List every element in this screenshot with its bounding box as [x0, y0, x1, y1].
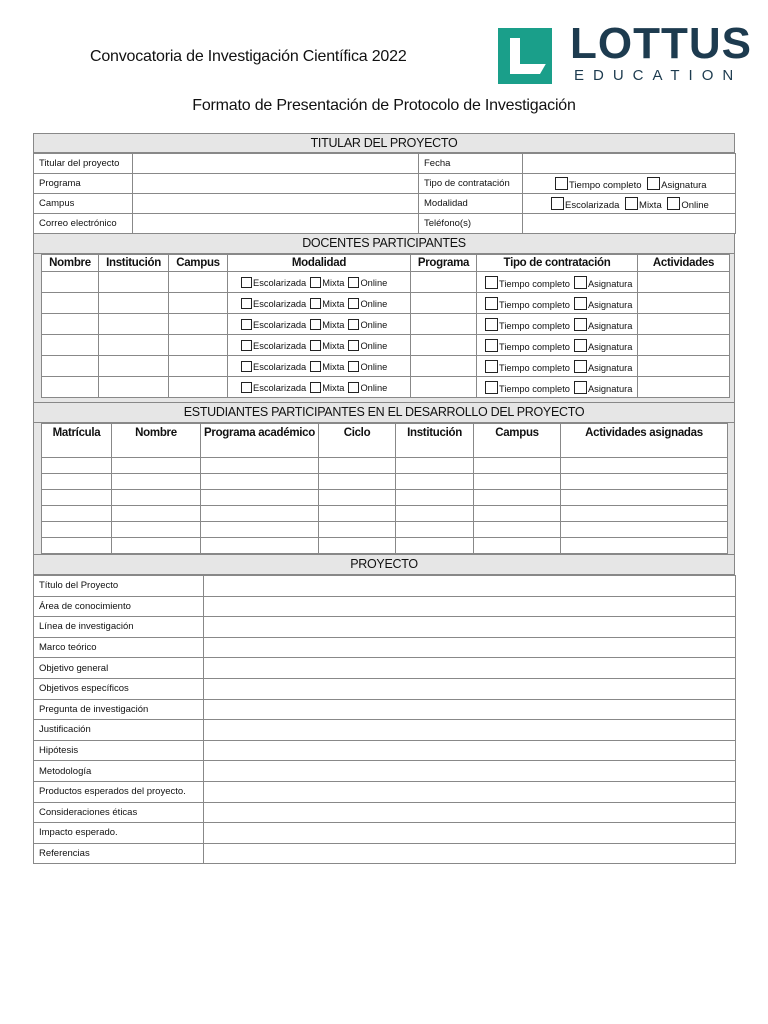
proyecto-field-input[interactable] [204, 596, 736, 617]
checkbox-asignatura[interactable] [574, 360, 587, 373]
campus-cell[interactable] [169, 356, 228, 377]
fecha-input[interactable] [523, 154, 736, 174]
modalidad-cell: Escolarizada Mixta Online [228, 335, 411, 356]
section-titular-header: TITULAR DEL PROYECTO [33, 133, 735, 153]
modalidad-cell: Escolarizada Mixta Online [228, 293, 411, 314]
institucion-cell[interactable] [99, 335, 169, 356]
modalidad-cell: Escolarizada Mixta Online [228, 356, 411, 377]
checkbox-mixta[interactable] [310, 361, 321, 372]
contratacion-cell: Tiempo completo Asignatura [477, 314, 638, 335]
campus-input[interactable] [133, 194, 419, 214]
proyecto-field-row [34, 761, 736, 782]
proyecto-field-input[interactable] [204, 678, 736, 699]
programa-cell[interactable] [411, 293, 477, 314]
checkbox-tiempo-completo[interactable] [485, 360, 498, 373]
estudiante-row [42, 522, 728, 538]
modalidad-cell: Escolarizada Mixta Online [228, 272, 411, 293]
actividades-cell[interactable] [561, 458, 728, 474]
programa-cell[interactable] [201, 490, 319, 506]
estudiante-row [42, 538, 728, 554]
institucion-cell[interactable] [396, 474, 474, 490]
col-campus: Campus [474, 424, 561, 458]
checkbox-asignatura[interactable] [647, 177, 660, 190]
form-subtitle: Formato de Presentación de Protocolo de Investigación [192, 97, 576, 114]
proyecto-field-input[interactable] [204, 823, 736, 844]
programa-cell[interactable] [201, 474, 319, 490]
proyecto-field-label: Justificación [34, 720, 204, 741]
actividades-cell[interactable] [638, 335, 730, 356]
checkbox-escolarizada[interactable] [241, 361, 252, 372]
proyecto-field-label: Marco teórico [34, 637, 204, 658]
col-ciclo: Ciclo [319, 424, 396, 458]
proyecto-field-row [34, 781, 736, 802]
contratacion-cell: Tiempo completo Asignatura [477, 377, 638, 398]
campus-cell[interactable] [169, 377, 228, 398]
ciclo-cell[interactable] [319, 490, 396, 506]
nombre-cell[interactable] [112, 490, 201, 506]
contract-label: Tipo de contratación [419, 174, 523, 194]
col-institucion: Institución [99, 255, 169, 272]
actividades-cell[interactable] [638, 377, 730, 398]
proyecto-field-input[interactable] [204, 740, 736, 761]
checkbox-online[interactable] [348, 382, 359, 393]
correo-row [34, 214, 736, 234]
checkbox-asignatura[interactable] [574, 318, 587, 331]
checkbox-escolarizada[interactable] [241, 340, 252, 351]
matricula-cell[interactable] [42, 506, 112, 522]
col-institucion: Institución [396, 424, 474, 458]
campus-cell[interactable] [474, 474, 561, 490]
proyecto-field-row [34, 596, 736, 617]
programa-row [34, 174, 736, 194]
proyecto-field-input[interactable] [204, 802, 736, 823]
checkbox-tiempo-completo[interactable] [485, 339, 498, 352]
checkbox-online[interactable] [348, 340, 359, 351]
institucion-cell[interactable] [396, 490, 474, 506]
matricula-cell[interactable] [42, 490, 112, 506]
titular-label: Titular del proyecto [34, 154, 133, 174]
institucion-cell[interactable] [99, 272, 169, 293]
ciclo-cell[interactable] [319, 474, 396, 490]
proyecto-field-label: Objetivo general [34, 658, 204, 679]
contratacion-cell: Tiempo completo Asignatura [477, 356, 638, 377]
matricula-cell[interactable] [42, 474, 112, 490]
proyecto-field-input[interactable] [204, 617, 736, 638]
proyecto-field-row [34, 843, 736, 864]
proyecto-field-input[interactable] [204, 699, 736, 720]
nombre-cell[interactable] [112, 506, 201, 522]
docentes-header-row [42, 255, 730, 272]
docente-row [42, 314, 730, 335]
col-actividades: Actividades [638, 255, 730, 272]
campus-cell[interactable] [169, 272, 228, 293]
col-actividades-asignadas: Actividades asignadas [561, 424, 728, 458]
actividades-cell[interactable] [638, 272, 730, 293]
actividades-cell[interactable] [561, 538, 728, 554]
campus-cell[interactable] [474, 490, 561, 506]
contratacion-cell: Tiempo completo Asignatura [477, 335, 638, 356]
proyecto-field-row [34, 678, 736, 699]
proyecto-field-row [34, 740, 736, 761]
titular-table [33, 153, 736, 234]
proyecto-field-row [34, 637, 736, 658]
checkbox-asignatura[interactable] [574, 339, 587, 352]
programa-cell[interactable] [411, 314, 477, 335]
proyecto-table [33, 575, 736, 864]
campus-label: Campus [34, 194, 133, 214]
campus-cell[interactable] [169, 335, 228, 356]
campus-row [34, 194, 736, 214]
checkbox-online[interactable] [348, 298, 359, 309]
nombre-cell[interactable] [42, 377, 99, 398]
proyecto-field-label: Objetivos específicos [34, 678, 204, 699]
campus-cell[interactable] [169, 293, 228, 314]
modalidad-label: Modalidad [419, 194, 523, 214]
proyecto-field-label: Pregunta de investigación [34, 699, 204, 720]
proyecto-field-row [34, 576, 736, 597]
programa-cell[interactable] [201, 506, 319, 522]
institucion-cell[interactable] [99, 293, 169, 314]
docente-row [42, 335, 730, 356]
checkbox-asignatura[interactable] [574, 381, 587, 394]
docente-row [42, 293, 730, 314]
contratacion-cell: Tiempo completo Asignatura [477, 272, 638, 293]
section-estudiantes-header: ESTUDIANTES PARTICIPANTES EN EL DESARROLLO DEL PROYECTO [33, 403, 735, 423]
checkbox-mixta[interactable] [310, 277, 321, 288]
proyecto-field-input[interactable] [204, 843, 736, 864]
checkbox-mixta[interactable] [310, 319, 321, 330]
proyecto-field-row [34, 658, 736, 679]
proyecto-field-label: Productos esperados del proyecto. [34, 781, 204, 802]
programa-input[interactable] [133, 174, 419, 194]
estudiantes-header-row [42, 424, 728, 458]
ciclo-cell[interactable] [319, 538, 396, 554]
logo-mark-icon [498, 28, 552, 84]
checkbox-online[interactable] [348, 319, 359, 330]
protocol-form [33, 133, 735, 864]
titular-input[interactable] [133, 154, 419, 174]
proyecto-field-input[interactable] [204, 658, 736, 679]
checkbox-online[interactable] [348, 361, 359, 372]
programa-cell[interactable] [411, 377, 477, 398]
ciclo-cell[interactable] [319, 458, 396, 474]
estudiantes-wrap [33, 423, 735, 555]
proyecto-field-row [34, 720, 736, 741]
proyecto-field-label: Consideraciones éticas [34, 802, 204, 823]
estudiante-row [42, 458, 728, 474]
nombre-cell[interactable] [112, 538, 201, 554]
modalidad-cell: Escolarizada Mixta Online [228, 314, 411, 335]
campus-cell[interactable] [474, 458, 561, 474]
docente-row [42, 272, 730, 293]
proyecto-field-row [34, 699, 736, 720]
actividades-cell[interactable] [561, 522, 728, 538]
contract-options: Tiempo completo Asignatura [523, 174, 736, 194]
fecha-label: Fecha [419, 154, 523, 174]
checkbox-mixta[interactable] [310, 340, 321, 351]
docente-row [42, 356, 730, 377]
checkbox-asignatura[interactable] [574, 276, 587, 289]
programa-cell[interactable] [411, 272, 477, 293]
actividades-cell[interactable] [638, 293, 730, 314]
logo-subtitle: EDUCATION [574, 67, 743, 84]
nombre-cell[interactable] [42, 335, 99, 356]
proyecto-field-label: Hipótesis [34, 740, 204, 761]
estudiantes-table [41, 423, 728, 554]
checkbox-mixta[interactable] [310, 382, 321, 393]
institucion-cell[interactable] [99, 356, 169, 377]
ciclo-cell[interactable] [319, 506, 396, 522]
institucion-cell[interactable] [99, 314, 169, 335]
matricula-cell[interactable] [42, 458, 112, 474]
programa-cell[interactable] [201, 538, 319, 554]
col-programa-academico: Programa académico [201, 424, 319, 458]
checkbox-online[interactable] [667, 197, 680, 210]
actividades-cell[interactable] [561, 490, 728, 506]
checkbox-tiempo-completo[interactable] [485, 318, 498, 331]
checkbox-escolarizada[interactable] [551, 197, 564, 210]
checkbox-mixta[interactable] [310, 298, 321, 309]
checkbox-escolarizada[interactable] [241, 319, 252, 330]
proyecto-field-label: Referencias [34, 843, 204, 864]
form-call-title: Convocatoria de Investigación Científica 2022 [90, 48, 407, 65]
institucion-cell[interactable] [99, 377, 169, 398]
modalidad-cell: Escolarizada Mixta Online [228, 377, 411, 398]
proyecto-field-label: Área de conocimiento [34, 596, 204, 617]
contratacion-cell: Tiempo completo Asignatura [477, 293, 638, 314]
nombre-cell[interactable] [42, 293, 99, 314]
checkbox-asignatura[interactable] [574, 297, 587, 310]
nombre-cell[interactable] [112, 458, 201, 474]
actividades-cell[interactable] [561, 506, 728, 522]
telefono-input[interactable] [523, 214, 736, 234]
checkbox-tiempo-completo[interactable] [555, 177, 568, 190]
campus-cell[interactable] [169, 314, 228, 335]
programa-cell[interactable] [411, 335, 477, 356]
campus-cell[interactable] [474, 506, 561, 522]
proyecto-field-label: Título del Proyecto [34, 576, 204, 597]
proyecto-field-input[interactable] [204, 576, 736, 597]
checkbox-tiempo-completo[interactable] [485, 276, 498, 289]
section-proyecto-header: PROYECTO [33, 555, 735, 575]
campus-cell[interactable] [474, 522, 561, 538]
docentes-table [41, 254, 730, 398]
programa-cell[interactable] [201, 458, 319, 474]
nombre-cell[interactable] [42, 314, 99, 335]
proyecto-field-input[interactable] [204, 781, 736, 802]
actividades-cell[interactable] [561, 474, 728, 490]
section-docentes-header: DOCENTES PARTICIPANTES [33, 234, 735, 254]
checkbox-tiempo-completo[interactable] [485, 297, 498, 310]
programa-cell[interactable] [411, 356, 477, 377]
modality-options: Escolarizada Mixta Online [523, 194, 736, 214]
col-nombre: Nombre [112, 424, 201, 458]
estudiante-row [42, 490, 728, 506]
campus-cell[interactable] [474, 538, 561, 554]
estudiante-row [42, 506, 728, 522]
col-matricula: Matrícula [42, 424, 112, 458]
institucion-cell[interactable] [396, 458, 474, 474]
lottus-logo [498, 19, 752, 86]
matricula-cell[interactable] [42, 538, 112, 554]
nombre-cell[interactable] [112, 474, 201, 490]
institucion-cell[interactable] [396, 506, 474, 522]
nombre-cell[interactable] [42, 272, 99, 293]
col-programa: Programa [411, 255, 477, 272]
checkbox-escolarizada[interactable] [241, 382, 252, 393]
checkbox-escolarizada[interactable] [241, 277, 252, 288]
matricula-cell[interactable] [42, 522, 112, 538]
docentes-wrap [33, 254, 735, 403]
institucion-cell[interactable] [396, 538, 474, 554]
checkbox-tiempo-completo[interactable] [485, 381, 498, 394]
proyecto-field-input[interactable] [204, 761, 736, 782]
docente-row [42, 377, 730, 398]
checkbox-escolarizada[interactable] [241, 298, 252, 309]
logo-wordmark: LOTTUS [570, 19, 752, 68]
correo-input[interactable] [133, 214, 419, 234]
proyecto-field-row [34, 823, 736, 844]
proyecto-field-input[interactable] [204, 720, 736, 741]
institucion-cell[interactable] [396, 522, 474, 538]
col-modalidad: Modalidad [228, 255, 411, 272]
nombre-cell[interactable] [112, 522, 201, 538]
col-nombre: Nombre [42, 255, 99, 272]
proyecto-field-label: Metodología [34, 761, 204, 782]
proyecto-field-row [34, 802, 736, 823]
proyecto-field-label: Línea de investigación [34, 617, 204, 638]
proyecto-field-row [34, 617, 736, 638]
ciclo-cell[interactable] [319, 522, 396, 538]
programa-cell[interactable] [201, 522, 319, 538]
nombre-cell[interactable] [42, 356, 99, 377]
actividades-cell[interactable] [638, 356, 730, 377]
checkbox-mixta[interactable] [625, 197, 638, 210]
col-campus: Campus [169, 255, 228, 272]
proyecto-field-input[interactable] [204, 637, 736, 658]
telefono-label: Teléfono(s) [419, 214, 523, 234]
checkbox-online[interactable] [348, 277, 359, 288]
correo-label: Correo electrónico [34, 214, 133, 234]
programa-label: Programa [34, 174, 133, 194]
col-tipo-contratacion: Tipo de contratación [477, 255, 638, 272]
estudiante-row [42, 474, 728, 490]
titular-row [34, 154, 736, 174]
proyecto-field-label: Impacto esperado. [34, 823, 204, 844]
actividades-cell[interactable] [638, 314, 730, 335]
